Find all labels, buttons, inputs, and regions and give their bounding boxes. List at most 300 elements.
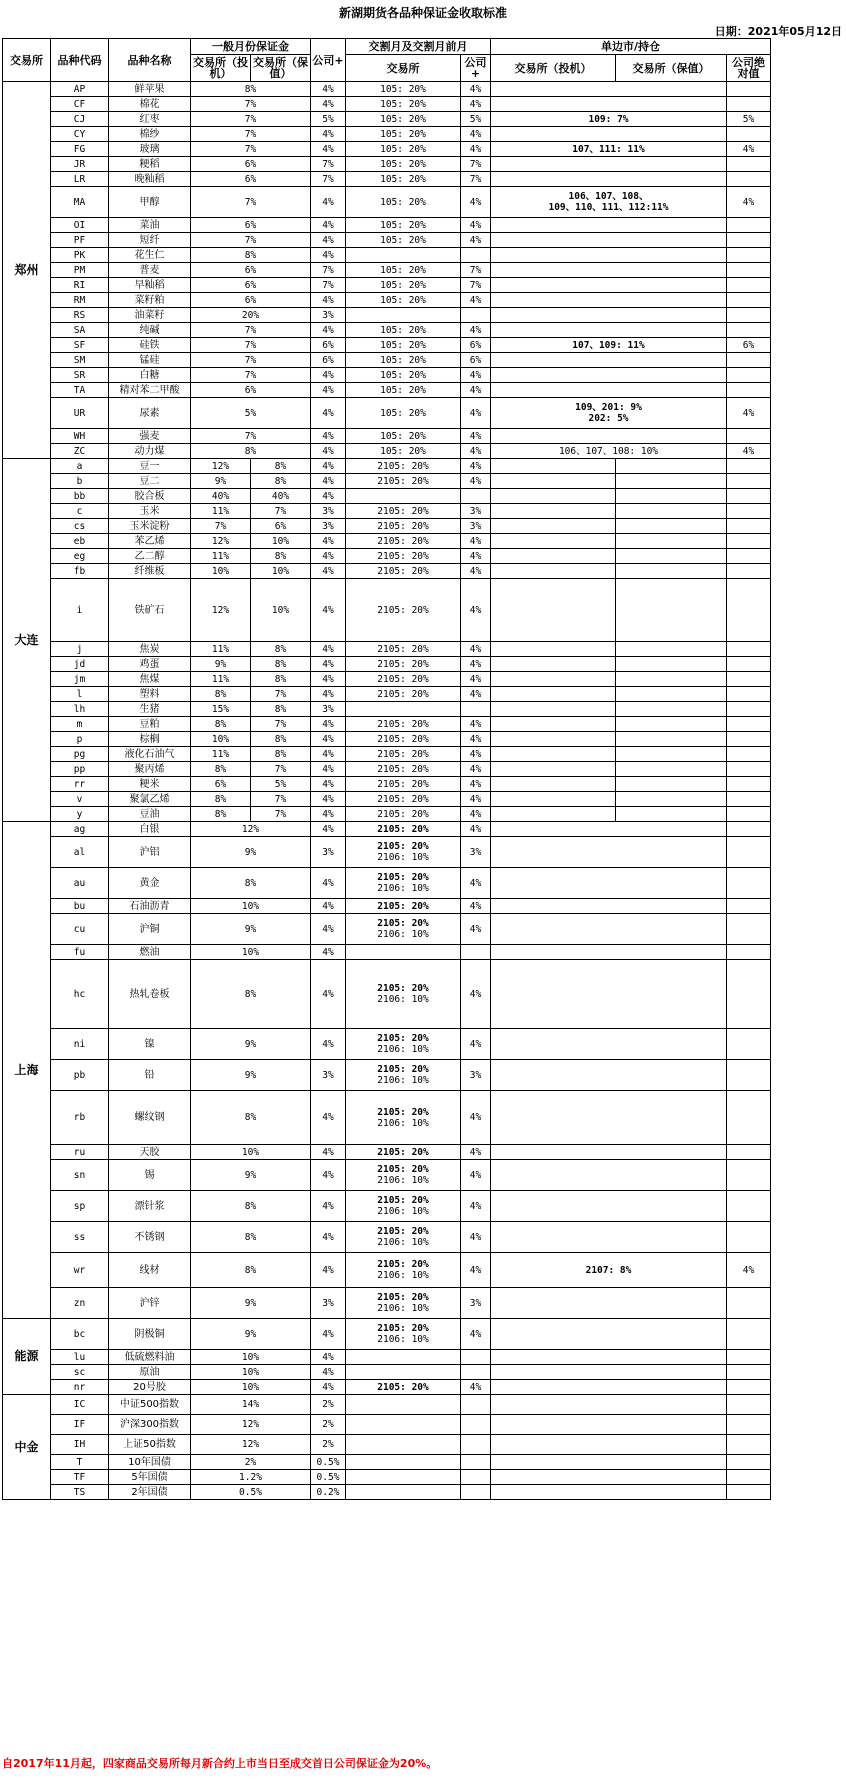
uni-spec-cell	[491, 687, 616, 702]
delivery-exchange-cell	[346, 1191, 461, 1222]
code-cell: eb	[51, 534, 109, 549]
spec-cell: 8%	[191, 82, 311, 97]
table-row	[3, 1350, 771, 1365]
unilateral-abs-cell	[727, 807, 771, 822]
name-cell: 晚籼稻	[109, 172, 191, 187]
delivery-exchange-cell	[346, 672, 461, 687]
unilateral-cell	[491, 1395, 727, 1415]
table-row	[3, 1365, 771, 1380]
delivery-exchange-cell	[346, 960, 461, 1029]
spec-cell: 12%	[191, 1415, 311, 1435]
delivery-exchange-cell	[346, 579, 461, 642]
company-cell: 4%	[311, 1222, 346, 1253]
unilateral-cell	[491, 1380, 727, 1395]
delivery-company-cell: 4%	[461, 1160, 491, 1191]
unilateral-cell	[491, 1288, 727, 1319]
delivery-company-cell: 4%	[461, 564, 491, 579]
company-cell: 4%	[311, 127, 346, 142]
unilateral-cell	[491, 308, 727, 323]
code-cell: rr	[51, 777, 109, 792]
header-uni-abs: 公司绝对值	[727, 55, 771, 82]
name-cell: 红枣	[109, 112, 191, 127]
uni-spec-cell	[491, 642, 616, 657]
delivery-company-cell: 4%	[461, 233, 491, 248]
delivery-exchange-cell	[346, 702, 461, 717]
delivery-exchange-cell	[346, 1415, 461, 1435]
spec-cell: 9%	[191, 1288, 311, 1319]
unilateral-cell	[491, 899, 727, 914]
delivery-exchange-cell	[346, 1365, 461, 1380]
delivery-company-cell: 4%	[461, 672, 491, 687]
name-cell: 生猪	[109, 702, 191, 717]
delivery-exchange-cell	[346, 187, 461, 218]
company-cell: 7%	[311, 172, 346, 187]
table-row	[3, 127, 771, 142]
uni-spec-cell	[491, 534, 616, 549]
code-cell: IC	[51, 1395, 109, 1415]
delivery-company-cell	[461, 1395, 491, 1415]
cell-line: 2105: 20%	[377, 1106, 429, 1118]
uni-hedge-cell	[616, 489, 727, 504]
company-cell: 4%	[311, 1091, 346, 1145]
unilateral-cell	[491, 248, 727, 263]
code-cell: lh	[51, 702, 109, 717]
cell-line: 2106: 10%	[377, 852, 429, 863]
unilateral-cell	[491, 172, 727, 187]
hedge-cell: 7%	[251, 504, 311, 519]
code-cell: WH	[51, 429, 109, 444]
uni-spec-cell	[491, 564, 616, 579]
name-cell: 尿素	[109, 398, 191, 429]
delivery-exchange-cell	[346, 429, 461, 444]
delivery-exchange-cell	[346, 293, 461, 308]
delivery-company-cell: 4%	[461, 127, 491, 142]
delivery-exchange-cell	[346, 127, 461, 142]
cell-line: 2105: 20%	[377, 778, 429, 790]
uni-spec-cell	[491, 657, 616, 672]
name-cell: 棕榈	[109, 732, 191, 747]
code-cell: RS	[51, 308, 109, 323]
delivery-exchange-cell	[346, 868, 461, 899]
code-cell: b	[51, 474, 109, 489]
company-cell: 3%	[311, 1288, 346, 1319]
unilateral-abs-cell: 6%	[727, 338, 771, 353]
unilateral-cell	[491, 157, 727, 172]
cell-line: 105: 20%	[380, 158, 426, 170]
delivery-exchange-cell	[346, 489, 461, 504]
table-row	[3, 278, 771, 293]
uni-hedge-cell	[616, 702, 727, 717]
code-cell: ru	[51, 1145, 109, 1160]
spec-cell: 9%	[191, 1319, 311, 1350]
hedge-cell: 10%	[251, 579, 311, 642]
code-cell: ag	[51, 822, 109, 837]
company-cell: 4%	[311, 777, 346, 792]
company-cell: 4%	[311, 549, 346, 564]
code-cell: eg	[51, 549, 109, 564]
name-cell: 2年国债	[109, 1485, 191, 1500]
name-cell: 焦煤	[109, 672, 191, 687]
hedge-cell: 7%	[251, 792, 311, 807]
company-cell: 3%	[311, 702, 346, 717]
cell-line: 2106: 10%	[377, 1206, 429, 1217]
unilateral-abs-cell	[727, 837, 771, 868]
table-row	[3, 429, 771, 444]
company-cell: 4%	[311, 1145, 346, 1160]
uni-hedge-cell	[616, 519, 727, 534]
delivery-exchange-cell	[346, 97, 461, 112]
unilateral-cell	[491, 837, 727, 868]
header-uni-spec: 交易所（投机）	[491, 55, 616, 82]
name-cell: 强麦	[109, 429, 191, 444]
company-cell: 4%	[311, 899, 346, 914]
unilateral-abs-cell	[727, 474, 771, 489]
delivery-exchange-cell	[346, 1380, 461, 1395]
delivery-exchange-cell	[346, 233, 461, 248]
table-row	[3, 899, 771, 914]
company-cell: 4%	[311, 868, 346, 899]
name-cell: 菜油	[109, 218, 191, 233]
exchange-cell: 能源	[3, 1319, 51, 1395]
unilateral-cell	[491, 1145, 727, 1160]
delivery-exchange-cell	[346, 1222, 461, 1253]
uni-spec-cell	[491, 579, 616, 642]
name-cell: 液化石油气	[109, 747, 191, 762]
unilateral-abs-cell	[727, 157, 771, 172]
page-title: 新湖期货各品种保证金收取标准	[338, 6, 507, 20]
cell-line: 2105: 20%	[377, 1033, 429, 1044]
unilateral-abs-cell: 4%	[727, 398, 771, 429]
name-cell: 沪深300指数	[109, 1415, 191, 1435]
name-cell: 短纤	[109, 233, 191, 248]
spec-cell: 10%	[191, 1350, 311, 1365]
unilateral-cell	[491, 398, 727, 429]
unilateral-abs-cell	[727, 564, 771, 579]
header-delivery-company: 公司+	[461, 55, 491, 82]
spec-cell: 7%	[191, 519, 251, 534]
cell-line: 2105: 20%	[377, 1064, 429, 1075]
cell-line: 2105: 20%	[377, 1259, 429, 1270]
unilateral-abs-cell	[727, 732, 771, 747]
company-cell: 4%	[311, 1029, 346, 1060]
uni-hedge-cell	[616, 732, 727, 747]
cell-line: 2105: 20%	[377, 793, 429, 805]
name-cell: 线材	[109, 1253, 191, 1288]
name-cell: 中证500指数	[109, 1395, 191, 1415]
table-row	[3, 1319, 771, 1350]
cell-line: 2105: 20%	[377, 718, 429, 730]
cell-line: 2105: 20%	[377, 565, 429, 577]
unilateral-cell	[491, 263, 727, 278]
spec-cell: 7%	[191, 142, 311, 157]
table-row	[3, 112, 771, 127]
table-row	[3, 368, 771, 383]
name-cell: 铁矿石	[109, 579, 191, 642]
name-cell: 胶合板	[109, 489, 191, 504]
cell-line: 2105: 20%	[377, 505, 429, 517]
cell-line: 106、107、108、	[568, 191, 649, 202]
code-cell: SA	[51, 323, 109, 338]
unilateral-cell	[491, 1350, 727, 1365]
cell-line: 2106: 10%	[377, 1075, 429, 1086]
cell-line: 105: 20%	[380, 128, 426, 140]
delivery-exchange-cell	[346, 263, 461, 278]
code-cell: RM	[51, 293, 109, 308]
delivery-company-cell: 4%	[461, 1029, 491, 1060]
unilateral-abs-cell	[727, 822, 771, 837]
name-cell: 黄金	[109, 868, 191, 899]
delivery-company-cell: 4%	[461, 807, 491, 822]
delivery-company-cell: 4%	[461, 1222, 491, 1253]
delivery-company-cell: 4%	[461, 579, 491, 642]
cell-line: 105: 20%	[380, 430, 426, 442]
code-cell: cu	[51, 914, 109, 945]
company-cell: 4%	[311, 444, 346, 459]
delivery-company-cell	[461, 1470, 491, 1485]
code-cell: c	[51, 504, 109, 519]
table-row	[3, 1485, 771, 1500]
cell-line: 2105: 20%	[377, 643, 429, 655]
uni-spec-cell	[491, 762, 616, 777]
hedge-cell: 8%	[251, 657, 311, 672]
delivery-company-cell: 7%	[461, 172, 491, 187]
spec-cell: 6%	[191, 172, 311, 187]
delivery-exchange-cell	[346, 504, 461, 519]
unilateral-cell	[491, 233, 727, 248]
table-row	[3, 187, 771, 218]
unilateral-abs-cell	[727, 868, 771, 899]
delivery-exchange-cell	[346, 444, 461, 459]
table-row	[3, 960, 771, 1029]
uni-spec-cell	[491, 489, 616, 504]
delivery-exchange-cell	[346, 474, 461, 489]
unilateral-abs-cell	[727, 489, 771, 504]
spec-cell: 6%	[191, 218, 311, 233]
name-cell: 5年国债	[109, 1470, 191, 1485]
delivery-company-cell: 4%	[461, 534, 491, 549]
name-cell: 锡	[109, 1160, 191, 1191]
table-row	[3, 549, 771, 564]
unilateral-cell	[491, 1435, 727, 1455]
code-cell: pb	[51, 1060, 109, 1091]
cell-line: 2105: 20%	[377, 763, 429, 775]
unilateral-cell	[491, 82, 727, 97]
company-cell: 4%	[311, 489, 346, 504]
hedge-cell: 8%	[251, 474, 311, 489]
name-cell: 锰硅	[109, 353, 191, 368]
company-cell: 4%	[311, 945, 346, 960]
company-cell: 4%	[311, 747, 346, 762]
unilateral-cell	[491, 1253, 727, 1288]
delivery-exchange-cell	[346, 777, 461, 792]
unilateral-abs-cell	[727, 960, 771, 1029]
delivery-company-cell: 4%	[461, 657, 491, 672]
code-cell: UR	[51, 398, 109, 429]
delivery-company-cell: 4%	[461, 444, 491, 459]
code-cell: jd	[51, 657, 109, 672]
spec-cell: 10%	[191, 732, 251, 747]
name-cell: 玻璃	[109, 142, 191, 157]
delivery-company-cell: 4%	[461, 293, 491, 308]
code-cell: TS	[51, 1485, 109, 1500]
unilateral-cell	[491, 1029, 727, 1060]
table-row	[3, 1395, 771, 1415]
spec-cell: 7%	[191, 187, 311, 218]
delivery-company-cell: 4%	[461, 1145, 491, 1160]
cell-line: 2106: 10%	[377, 1237, 429, 1248]
cell-line: 105: 20%	[380, 445, 426, 457]
table-row	[3, 474, 771, 489]
delivery-company-cell	[461, 702, 491, 717]
company-cell: 4%	[311, 1191, 346, 1222]
company-cell: 4%	[311, 218, 346, 233]
unilateral-abs-cell	[727, 1380, 771, 1395]
unilateral-abs-cell	[727, 248, 771, 263]
unilateral-cell	[491, 1415, 727, 1435]
unilateral-abs-cell	[727, 914, 771, 945]
unilateral-cell	[491, 1160, 727, 1191]
uni-hedge-cell	[616, 792, 727, 807]
uni-spec-cell	[491, 519, 616, 534]
spec-cell: 12%	[191, 579, 251, 642]
unilateral-abs-cell: 4%	[727, 142, 771, 157]
delivery-exchange-cell	[346, 642, 461, 657]
unilateral-cell	[491, 338, 727, 353]
cell-line: 2105: 20%	[377, 1146, 429, 1158]
table-row	[3, 837, 771, 868]
code-cell: nr	[51, 1380, 109, 1395]
delivery-company-cell: 4%	[461, 732, 491, 747]
unilateral-abs-cell	[727, 657, 771, 672]
unilateral-abs-cell	[727, 429, 771, 444]
delivery-exchange-cell	[346, 308, 461, 323]
spec-cell: 8%	[191, 960, 311, 1029]
name-cell: 甲醇	[109, 187, 191, 218]
cell-line: 2105: 20%	[377, 535, 429, 547]
hedge-cell: 8%	[251, 642, 311, 657]
code-cell: fb	[51, 564, 109, 579]
table-row	[3, 97, 771, 112]
hedge-cell: 7%	[251, 687, 311, 702]
delivery-exchange-cell	[346, 1288, 461, 1319]
uni-hedge-cell	[616, 564, 727, 579]
table-row	[3, 732, 771, 747]
code-cell: SR	[51, 368, 109, 383]
company-cell: 4%	[311, 914, 346, 945]
cell-line: 105: 20%	[380, 354, 426, 366]
spec-cell: 6%	[191, 263, 311, 278]
code-cell: bu	[51, 899, 109, 914]
name-cell: 铅	[109, 1060, 191, 1091]
spec-cell: 10%	[191, 1380, 311, 1395]
header-general-margin: 一般月份保证金	[191, 39, 311, 55]
unilateral-abs-cell	[727, 945, 771, 960]
unilateral-cell	[491, 323, 727, 338]
table-row	[3, 672, 771, 687]
code-cell: v	[51, 792, 109, 807]
cell-line: 2106: 10%	[377, 1334, 429, 1345]
code-cell: PK	[51, 248, 109, 263]
delivery-exchange-cell	[346, 534, 461, 549]
spec-cell: 8%	[191, 792, 251, 807]
code-cell: FG	[51, 142, 109, 157]
name-cell: 低硫燃料油	[109, 1350, 191, 1365]
spec-cell: 20%	[191, 308, 311, 323]
spec-cell: 10%	[191, 564, 251, 579]
company-cell: 4%	[311, 762, 346, 777]
delivery-company-cell: 4%	[461, 218, 491, 233]
delivery-company-cell: 4%	[461, 82, 491, 97]
delivery-company-cell: 4%	[461, 762, 491, 777]
delivery-exchange-cell	[346, 82, 461, 97]
name-cell: 阴极铜	[109, 1319, 191, 1350]
delivery-company-cell: 4%	[461, 368, 491, 383]
company-cell: 4%	[311, 293, 346, 308]
cell-line: 109、110、111、112:11%	[548, 202, 669, 213]
cell-line: 2106: 10%	[377, 1044, 429, 1055]
hedge-cell: 8%	[251, 672, 311, 687]
unilateral-abs-cell: 4%	[727, 444, 771, 459]
cell-line: 2105: 20%	[377, 1292, 429, 1303]
delivery-exchange-cell	[346, 218, 461, 233]
name-cell: 粳稻	[109, 157, 191, 172]
table-row	[3, 777, 771, 792]
spec-cell: 10%	[191, 1145, 311, 1160]
company-cell: 4%	[311, 960, 346, 1029]
delivery-company-cell	[461, 308, 491, 323]
spec-cell: 7%	[191, 353, 311, 368]
name-cell: 镍	[109, 1029, 191, 1060]
unilateral-abs-cell	[727, 777, 771, 792]
unilateral-abs-cell	[727, 1485, 771, 1500]
code-cell: RI	[51, 278, 109, 293]
code-cell: CF	[51, 97, 109, 112]
unilateral-cell	[491, 142, 727, 157]
unilateral-abs-cell	[727, 642, 771, 657]
delivery-exchange-cell	[346, 1455, 461, 1470]
cell-line: 2105: 20%	[377, 658, 429, 670]
uni-hedge-cell	[616, 687, 727, 702]
name-cell: 纤维板	[109, 564, 191, 579]
unilateral-cell	[491, 945, 727, 960]
unilateral-cell	[491, 112, 727, 127]
delivery-exchange-cell	[346, 519, 461, 534]
name-cell: 棉纱	[109, 127, 191, 142]
table-row	[3, 157, 771, 172]
spec-cell: 7%	[191, 323, 311, 338]
company-cell: 4%	[311, 1380, 346, 1395]
company-cell: 4%	[311, 323, 346, 338]
table-row	[3, 1060, 771, 1091]
spec-cell: 7%	[191, 338, 311, 353]
code-cell: SF	[51, 338, 109, 353]
unilateral-abs-cell	[727, 323, 771, 338]
unilateral-abs-cell	[727, 368, 771, 383]
hedge-cell: 8%	[251, 747, 311, 762]
cell-line: 106、107、108: 10%	[558, 445, 659, 457]
unilateral-cell	[491, 97, 727, 112]
code-cell: rb	[51, 1091, 109, 1145]
spec-cell: 14%	[191, 1395, 311, 1415]
name-cell: 螺纹钢	[109, 1091, 191, 1145]
header-code: 品种代码	[51, 39, 109, 82]
company-cell: 7%	[311, 157, 346, 172]
hedge-cell: 10%	[251, 564, 311, 579]
hedge-cell: 7%	[251, 717, 311, 732]
delivery-exchange-cell	[346, 792, 461, 807]
unilateral-cell	[491, 218, 727, 233]
code-cell: PF	[51, 233, 109, 248]
